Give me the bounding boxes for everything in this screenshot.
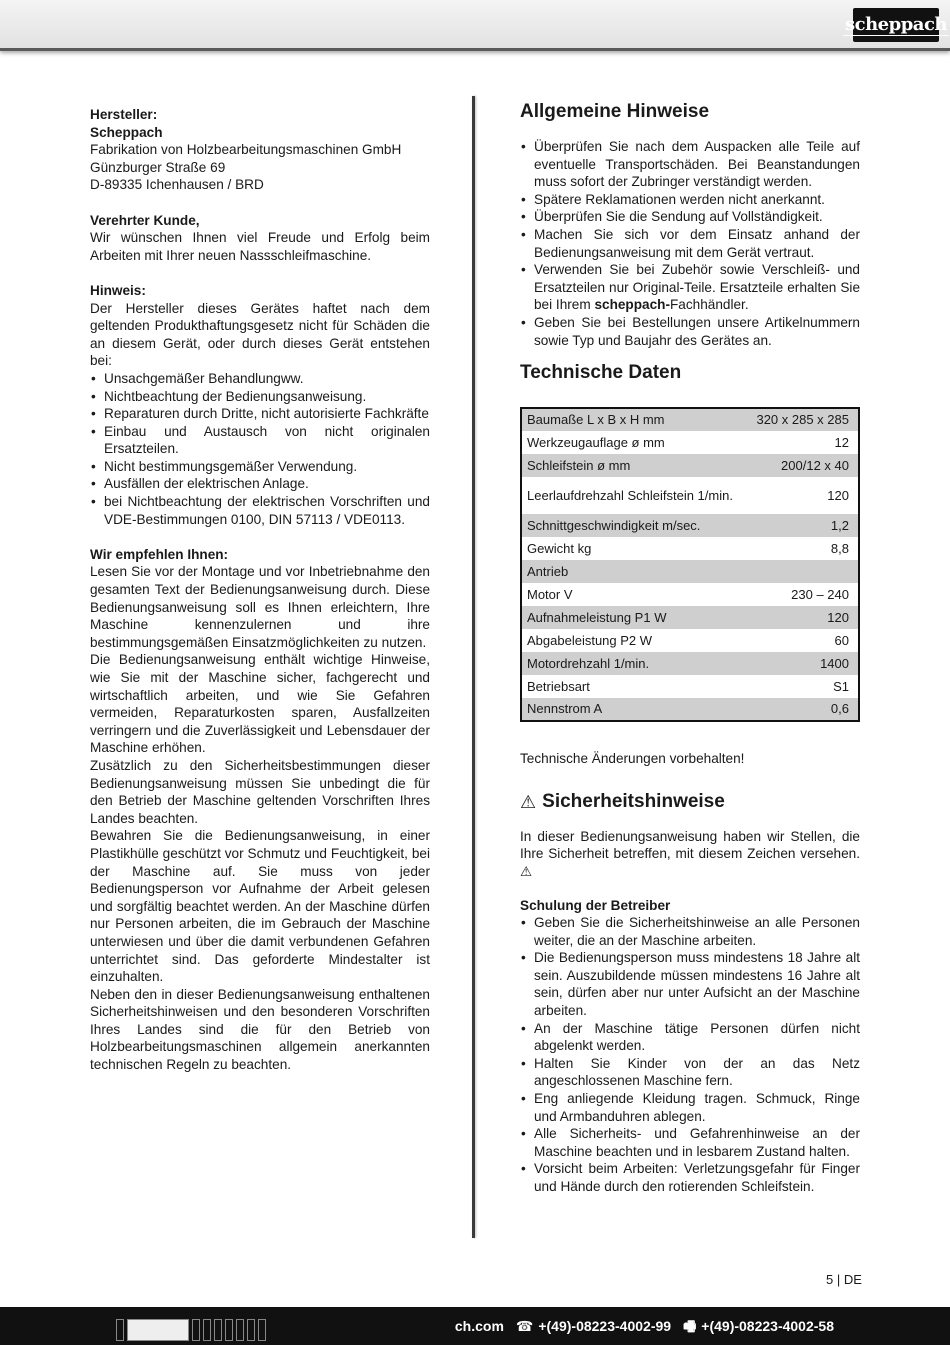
table-cell-label: Nennstrom A [527,701,603,717]
safety-heading-text: Sicherheitshinweise [542,790,725,812]
list-item: • Einbau und Austausch von nicht originalen Ersatzteilen. [90,423,430,458]
spec-table [520,407,860,722]
table-cell-value: 1,2 [830,517,849,533]
list-item: • Überprüfen Sie nach dem Auspacken alle Teile auf eventuelle Transportschäden. Bei Beanstandungen muss sofort der Zubringer verständigt werden. [520,138,860,191]
list-item: • bei Nichtbeachtung der elektrischen Vorschriften und VDE-Bestimmungen 0100, DIN 57113 / VDE0113. [90,493,430,528]
table-row [521,514,859,537]
table-cell-value: 320 x 285 x 285 [756,412,849,428]
table-cell-label: Motor V [527,586,573,602]
table-cell-value: 1400 [820,655,849,671]
customer-heading: Verehrter Kunde, [90,212,200,228]
manufacturer-name: Scheppach [90,124,163,140]
table-row [521,477,859,514]
warning-triangle-icon: ⚠ [520,863,533,879]
right-column [520,100,860,1196]
schulung-heading: Schulung der Betreiber [520,897,671,913]
list-item: • Eng anliegende Kleidung tragen. Schmuck, Ringe und Armbanduhren ablegen. [520,1090,860,1125]
left-column [90,106,430,1074]
table-row [521,652,859,675]
footer-decoration [116,1319,266,1339]
safety-intro-text: In dieser Bedienungsanweisung haben wir Stellen, die Ihre Sicherheit betreffen, mit diesem Zeichen versehen. [520,828,860,862]
table-cell-label: Baumaße L x B x H mm [527,412,665,428]
table-cell-label: Leerlaufdrehzahl Schleifstein 1/min. [527,487,733,503]
list-item: • Machen Sie sich vor dem Einsatz anhand der Bedienungsanweisung mit dem Gerät vertraut. [520,226,860,261]
table-row [521,454,859,477]
table-cell-value: S1 [833,678,849,694]
table-row [521,537,859,560]
list-item: • Spätere Reklamationen werden nicht anerkannt. [520,191,860,209]
footer-web[interactable]: ch.com [454,1318,504,1334]
paragraph: Bewahren Sie die Bedienungsanweisung, in einer Plastikhülle geschützt vor Schmutz und Feuchtigkeit, bei der Maschine auf. Sie muss von jeder Bedienungsperson vor Aufnahme der Arbeit gelesen und sorgfältig beachtet werden. An der Maschine dürfen nur Personen arbeiten, die im Gebrauch der Maschine unterwiesen und über die damit verbundenen Gefahren unterrichtet sind. Das geforderte Mindestalter ist einzuhalten. [90,828,430,985]
footer-fax-number: +(49)-08223-4002-58 [701,1318,834,1334]
safety-heading [520,790,860,814]
safety-intro [520,828,860,881]
table-cell-label: Motordrehzahl 1/min. [527,655,650,671]
table-row [521,560,859,583]
empfehlen-heading: Wir empfehlen Ihnen: [90,546,229,562]
list-item: • Vorsicht beim Arbeiten: Verletzungsgefahr für Finger und Hände durch den rotierenden Schleifstein. [520,1160,860,1195]
customer-text: Wir wünschen Ihnen viel Freude und Erfolg beim Arbeiten mit Ihrer neuen Nassschleifmaschine. [90,230,430,263]
paragraph: Lesen Sie vor der Montage und vor Inbetriebnahme den gesamten Text der Bedienungsanweisung durch. Diese Bedienungsanweisung soll es Ihnen erleichtern, Ihre Maschine kennenzulernen und ihre bestimmungsgemäßen Einsatzmöglichkeiten zu nutzen. [90,564,430,650]
footer-phone [516,1317,671,1335]
list-item: • An der Maschine tätige Personen dürfen nicht abgelenkt werden. [520,1020,860,1055]
header-band [0,0,950,51]
column-divider [472,96,475,1238]
table-cell-value: 120 [827,487,849,503]
page-number: 5 | DE [826,1272,862,1287]
manufacturer-label: Hersteller: [90,107,158,122]
hinweis-text: Der Hersteller dieses Gerätes haftet nach dem geltenden Produkthaftungsgesetz nicht für Schäden die an diesem Gerät, oder durch dieses Gerät entstehen bei: [90,300,430,369]
table-cell-value: 0,6 [830,701,849,717]
list-item-text: Verwenden Sie bei Zubehör sowie Verschleiß- und Ersatzteilen nur Original-Teile. Ersatzteile erhalten Sie bei Ihrem [534,262,860,313]
paragraph: Die Bedienungsanweisung enthält wichtige Hinweise, wie Sie mit der Maschine sicher, fachgerecht und wirtschaftlich arbeiten, und wie Sie Gefahren vermeiden, Reparaturkosten sparen, Ausfallzeiten verringern und die Zuverlässigkeit und Lebensdauer der Maschine erhöhen. [90,652,430,756]
schulung-list [520,914,860,1196]
list-item: • Geben Sie die Sicherheitshinweise an alle Personen weiter, die an der Maschine arbeiten. [520,914,860,949]
manufacturer-block [90,106,430,194]
table-cell-value: 230 – 240 [791,586,849,602]
table-cell-value [748,560,859,583]
brand-name: scheppach- [594,297,670,313]
table-row [521,629,859,652]
manufacturer-line: D-89335 Ichenhausen / BRD [90,177,264,193]
paragraph: Zusätzlich zu den Sicherheitsbestimmungen dieser Bedienungsanweisung müssen Sie unbedingt die für den Betrieb der Maschine geltenden Vorschriften Ihres Landes beachten. [90,757,430,826]
table-row [521,698,859,721]
list-item: • Halten Sie Kinder von der an das Netz angeschlossenen Maschine fern. [520,1055,860,1090]
table-row [521,583,859,606]
tech-heading: Technische Daten [520,362,682,384]
table-row [521,431,859,454]
table-cell-label: Abgabeleistung P2 W [527,632,653,648]
list-item-text: Fachhändler. [670,297,749,313]
table-cell-label: Schnittgeschwindigkeit m/sec. [527,517,701,533]
list-item: • Die Bedienungsperson muss mindestens 18 Jahre alt sein. Auszubildende müssen mindestens 16 Jahre alt sein, dürfen aber nur unter Aufsicht an der Maschine arbeiten. [520,949,860,1019]
list-item: • Überprüfen Sie die Sendung auf Vollständigkeit. [520,208,860,226]
hinweis-list [90,370,430,528]
list-item: • Alle Sicherheits- und Gefahrenhinweise an der Maschine beachten und in lesbarem Zustand halten. [520,1125,860,1160]
table-cell-label: Schleifstein ø mm [527,457,631,473]
table-row [521,675,859,698]
list-item: • Reparaturen durch Dritte, nicht autorisierte Fachkräfte [90,405,430,423]
list-item: • Nichtbeachtung der Bedienungsanweisung. [90,388,430,406]
table-row [521,408,859,431]
footer-fax [683,1317,834,1335]
footer-phone-number: +(49)-08223-4002-99 [538,1318,672,1334]
hinweis-block [90,282,430,528]
table-cell-label: Aufnahmeleistung P1 W [527,609,667,625]
table-cell-value: 120 [827,609,849,625]
customer-block [90,212,430,265]
footer-band [0,1307,950,1345]
table-cell-label: Antrieb [527,563,569,579]
table-cell-value: 60 [834,632,849,648]
allgemeine-heading: Allgemeine Hinweise [520,101,710,122]
manufacturer-line: Günzburger Straße 69 [90,159,226,175]
paragraph: Neben den in dieser Bedienungsanweisung enthaltenen Sicherheitshinweisen und den besonderen Vorschriften Ihres Landes sind die für den Betrieb von Holzbearbeitungsmaschinen allgemein anerkannten technischen Regeln zu beachten. [90,986,430,1073]
list-item: • Ausfällen der elektrischen Anlage. [90,475,430,493]
hinweis-heading: Hinweis: [90,282,146,298]
fax-icon: 🖷 [683,1318,697,1334]
table-cell-label: Betriebsart [527,678,590,694]
table-cell-value: 12 [834,434,849,450]
empfehlen-block [90,546,430,1074]
phone-icon: ☎ [515,1318,534,1334]
manufacturer-line: Fabrikation von Holzbearbeitungsmaschinen GmbH [90,142,402,158]
table-cell-label: Werkzeugauflage ø mm [527,434,665,450]
list-item: • Geben Sie bei Bestellungen unsere Artikelnummern sowie Typ und Baujahr des Gerätes an. [520,314,860,349]
list-item [520,261,860,314]
tech-note: Technische Änderungen vorbehalten! [520,751,745,767]
scheppach-logo: scheppach [853,8,939,42]
warning-triangle-icon: ⚠ [520,791,537,812]
list-item: • Nicht bestimmungsgemäßer Verwendung. [90,458,430,476]
list-item: • Unsachgemäßer Behandlungww. [90,370,430,388]
footer-contact [455,1317,834,1335]
table-cell-label: Gewicht kg [527,540,592,556]
table-row [521,606,859,629]
allgemeine-list [520,138,860,349]
table-cell-value: 200/12 x 40 [781,457,849,473]
table-cell-value: 8,8 [830,540,849,556]
